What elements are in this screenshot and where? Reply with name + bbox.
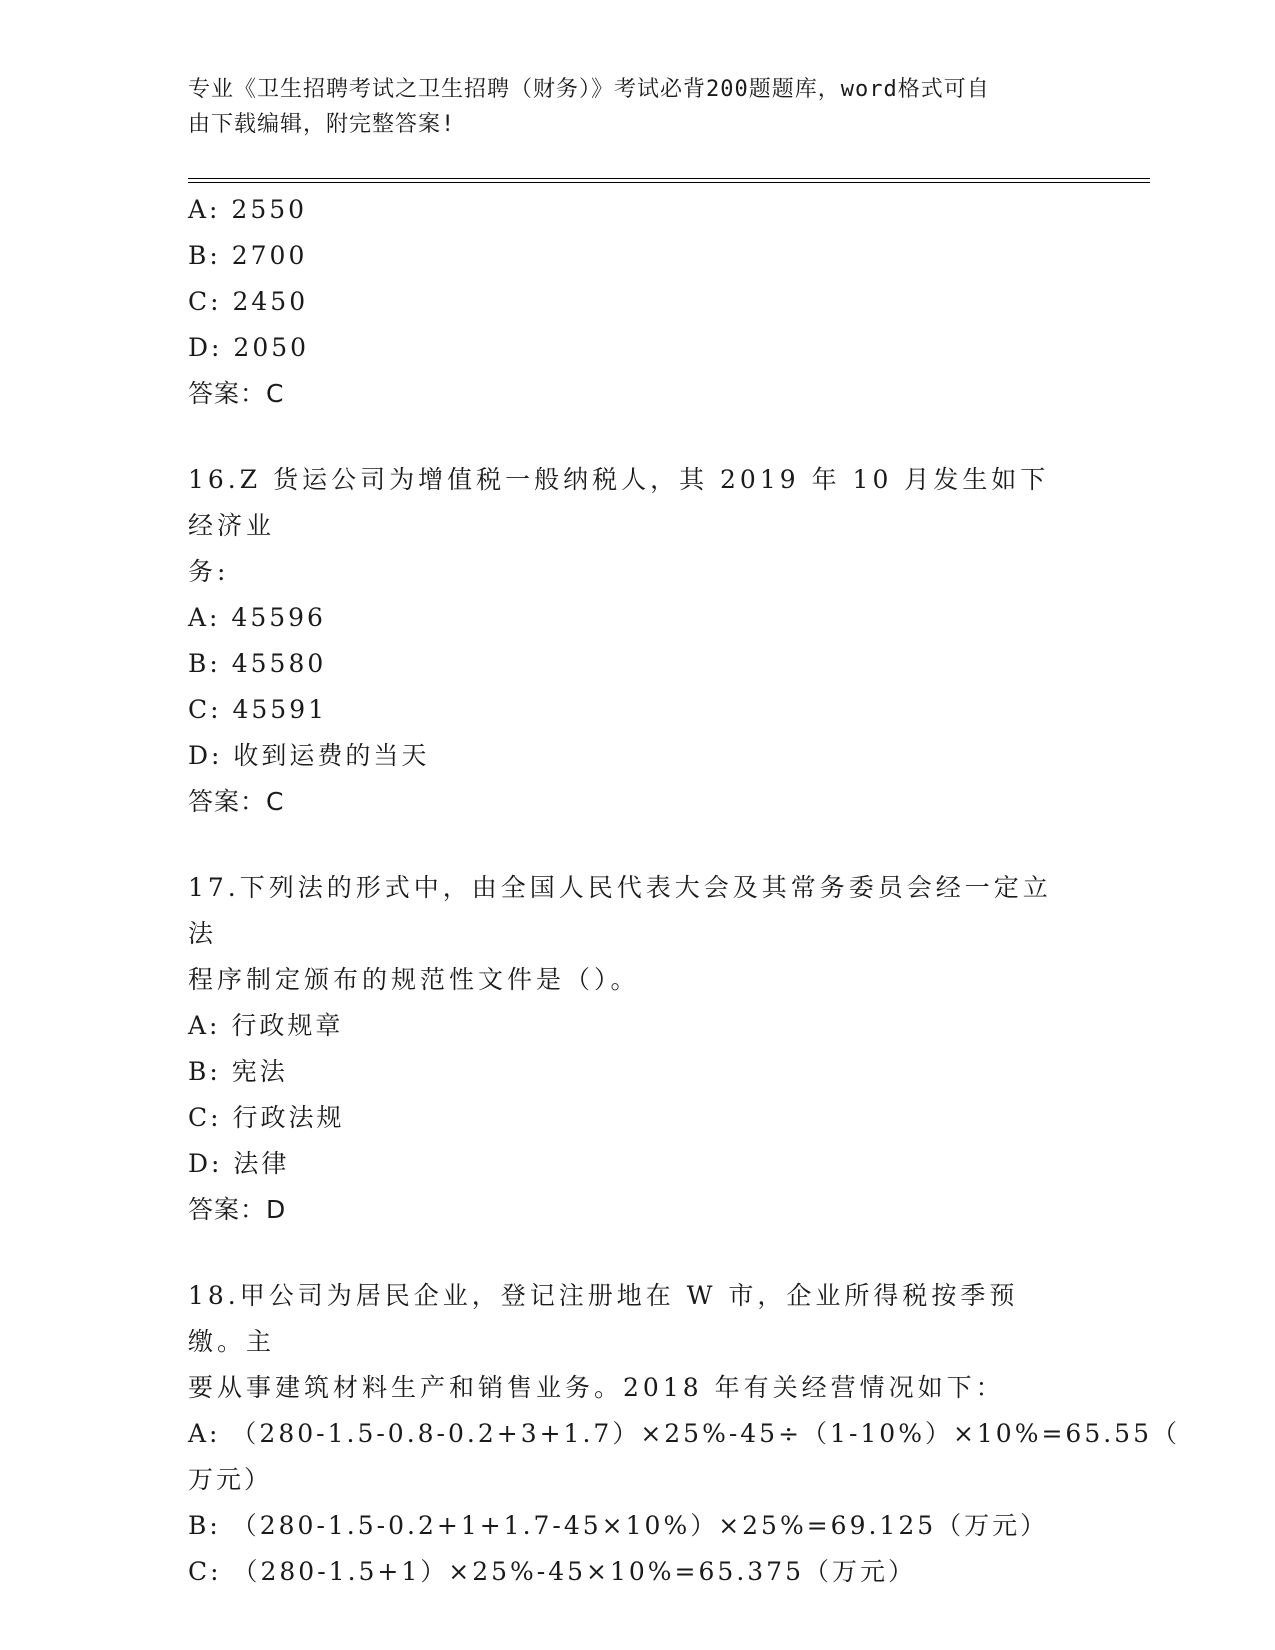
q17-stem-line-2: 程序制定颁布的规范性文件是（）。 bbox=[188, 965, 640, 994]
header-line-1: 专业《卫生招聘考试之卫生招聘（财务）》考试必背200题题库，word格式可自 bbox=[188, 77, 990, 102]
q15-answer: 答案：C bbox=[188, 379, 285, 408]
document-body bbox=[188, 187, 1180, 1595]
q16-option-a: A: 45596 bbox=[188, 603, 326, 632]
q17-option-b: B: 宪法 bbox=[188, 1057, 288, 1086]
q15-option-a: A: 2550 bbox=[188, 195, 308, 224]
header-line-2: 由下载编辑，附完整答案! bbox=[188, 112, 456, 137]
q15-option-c: C: 2450 bbox=[188, 287, 309, 316]
spacer bbox=[188, 825, 1088, 865]
q16-option-d: D: 收到运费的当天 bbox=[188, 741, 430, 770]
spacer bbox=[188, 417, 1088, 457]
question-16 bbox=[188, 457, 1088, 825]
header-rule-bottom bbox=[188, 182, 1150, 183]
q17-option-a: A: 行政规章 bbox=[188, 1011, 344, 1040]
q16-option-b: B: 45580 bbox=[188, 649, 327, 678]
q18-option-a-line-1: A: （280-1.5-0.8-0.2+3+1.7）×25%-45÷（1-10%）×10%=65.55（ bbox=[188, 1419, 1180, 1448]
q18-option-b: B: （280-1.5-0.2+1+1.7-45×10%）×25%=69.125（万元） bbox=[188, 1511, 1049, 1540]
q18-option-c: C: （280-1.5+1）×25%-45×10%=65.375（万元） bbox=[188, 1557, 916, 1586]
q17-option-c: C: 行政法规 bbox=[188, 1103, 345, 1132]
q17-stem-line-1: 17.下列法的形式中，由全国人民代表大会及其常务委员会经一定立法 bbox=[188, 873, 1052, 948]
q18-option-a-line-2: 万元） bbox=[188, 1465, 273, 1494]
question-15 bbox=[188, 187, 1088, 417]
q16-stem-line-2: 务: bbox=[188, 557, 230, 586]
q18-stem-line-1: 18.甲公司为居民企业，登记注册地在 W 市，企业所得税按季预缴。主 bbox=[188, 1281, 1019, 1356]
q15-option-d: D: 2050 bbox=[188, 333, 310, 362]
document-header bbox=[188, 72, 1068, 142]
question-18 bbox=[188, 1273, 1180, 1595]
spacer bbox=[188, 1233, 1088, 1273]
q16-stem-line-1: 16.Z 货运公司为增值税一般纳税人，其 2019 年 10 月发生如下经济业 bbox=[188, 465, 1050, 540]
question-17 bbox=[188, 865, 1088, 1233]
q18-stem-line-2: 要从事建筑材料生产和销售业务。2018 年有关经营情况如下： bbox=[188, 1373, 1005, 1402]
q16-option-c: C: 45591 bbox=[188, 695, 328, 724]
q15-option-b: B: 2700 bbox=[188, 241, 308, 270]
header-rule-top bbox=[188, 178, 1150, 179]
q17-answer: 答案：D bbox=[188, 1195, 287, 1224]
q16-answer: 答案：C bbox=[188, 787, 285, 816]
q17-option-d: D: 法律 bbox=[188, 1149, 290, 1178]
